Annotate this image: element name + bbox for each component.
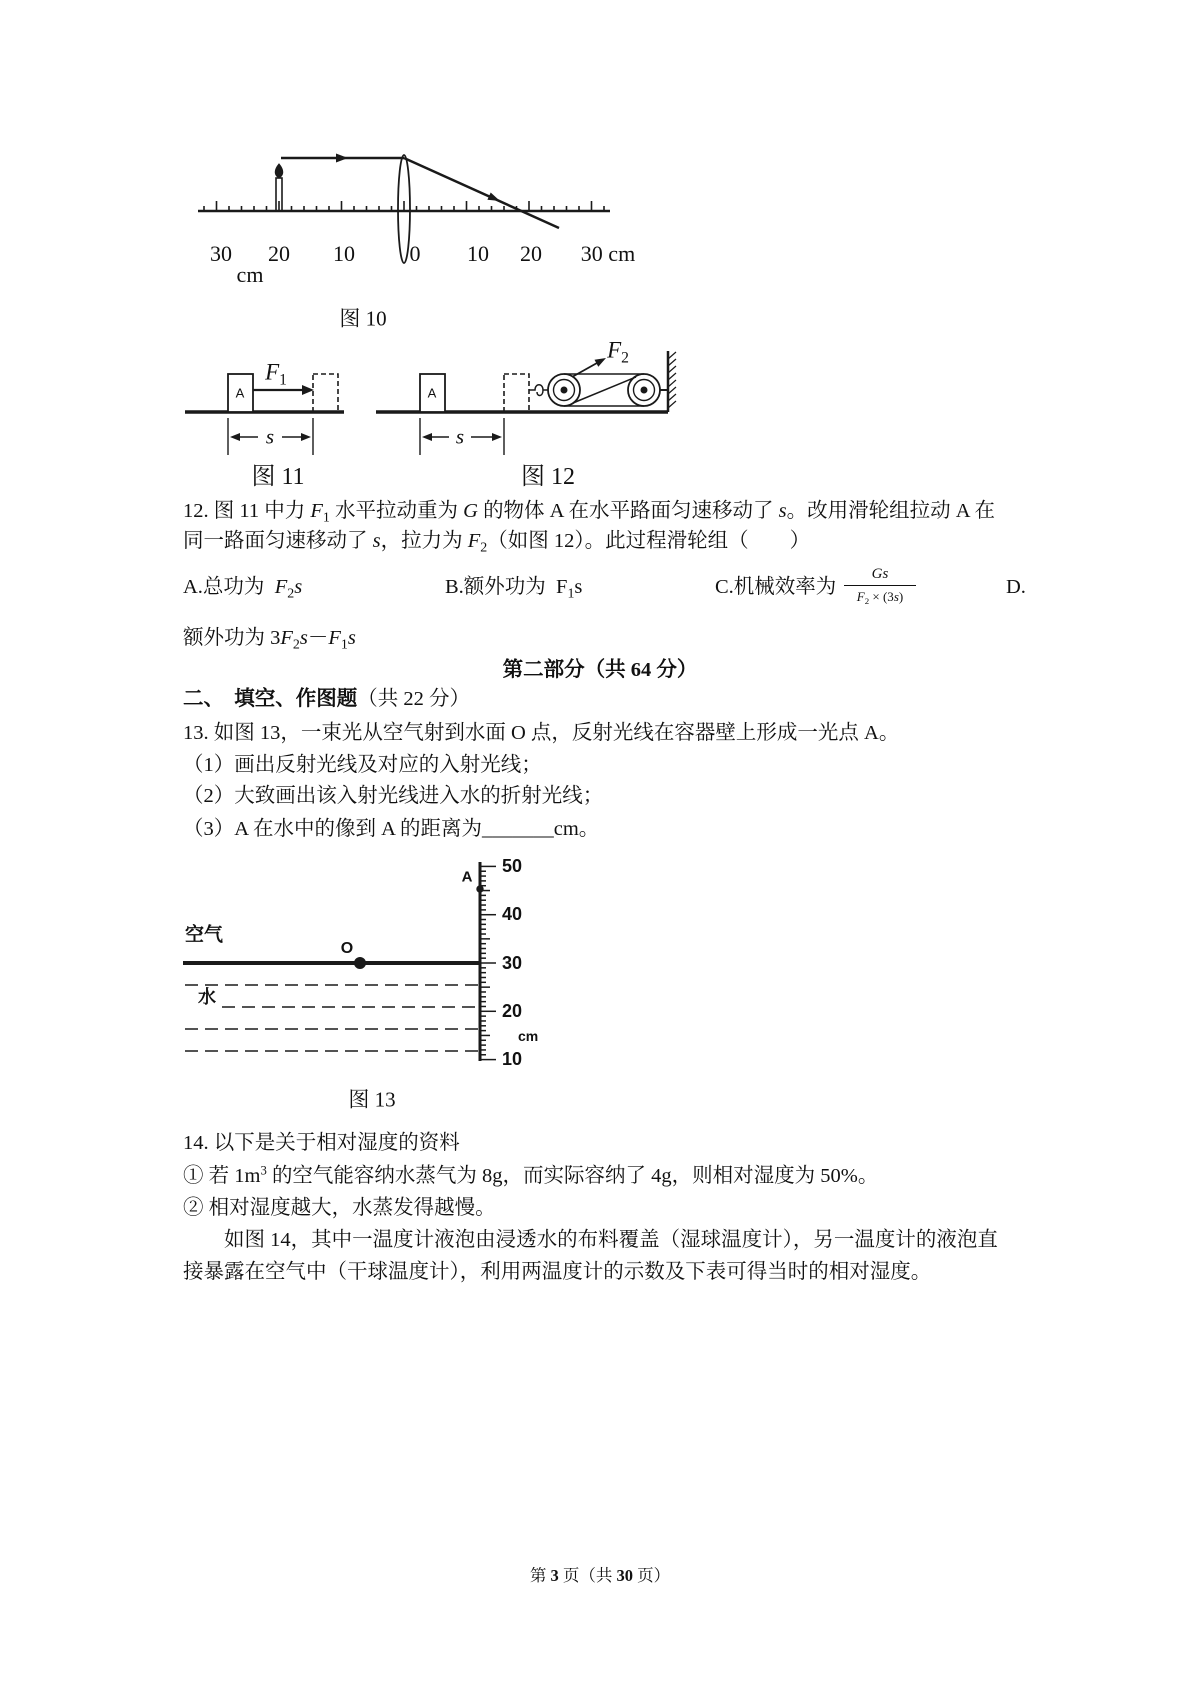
distance-arrowhead-left — [422, 433, 432, 441]
question-12-line-1 — [183, 495, 995, 527]
text-run: s — [294, 576, 303, 598]
scale-label: 50 — [502, 856, 523, 876]
text-run: 1 — [279, 371, 287, 389]
text-run: F — [856, 589, 865, 604]
force-label — [265, 359, 287, 389]
block-final-position — [504, 374, 529, 412]
fraction-numerator — [844, 563, 916, 586]
option-a — [183, 571, 302, 603]
scale-label: 10 — [502, 1049, 523, 1069]
page-number — [0, 1563, 1200, 1589]
optical-bench-ticks — [204, 201, 604, 211]
container-scale-ticks — [480, 866, 496, 1059]
text-run: 同一路面匀速移动了 — [183, 530, 373, 552]
text-run: ① 若 1m — [183, 1165, 261, 1187]
scale-label: 20 — [502, 1001, 523, 1021]
text-run: s — [893, 589, 899, 604]
option-d — [1006, 571, 1026, 603]
force-f2-arrow-shaft — [572, 363, 597, 377]
question-13-part-3 — [183, 813, 599, 845]
text-run: 页） — [633, 1566, 671, 1585]
text-run: 13. 如图 13，一束光从空气射到水面 O 点，反射光线在容器壁上形成一光点 A。 — [183, 722, 900, 744]
figure-12-drawing — [376, 351, 676, 455]
scale-label: 0 — [409, 241, 421, 266]
text-run: ，拉力为 — [380, 530, 468, 552]
hook — [529, 385, 548, 396]
unit-label: cm — [518, 1028, 539, 1044]
text-run: 12. 图 11 中力 — [183, 500, 311, 522]
fraction-denominator — [844, 586, 916, 608]
text-run: s — [299, 627, 308, 649]
text-run: 额外功为 3 — [183, 627, 281, 649]
option-d-text — [183, 622, 356, 654]
block-final-position — [313, 374, 338, 412]
text-run: 接暴露在空气中（干球温度计），利用两温度计的示数及下表可得当时的相对湿度。 — [183, 1261, 932, 1283]
text-run: 的物体 A 在水平路面匀速移动了 — [477, 500, 779, 522]
scale-label: 30 — [210, 241, 232, 266]
text-run: F — [328, 627, 341, 649]
text-run: 2 — [287, 586, 295, 602]
part-heading — [0, 654, 1200, 686]
text-run: G — [463, 500, 478, 522]
figure-caption: 图 11 — [251, 464, 305, 490]
scale-label: 30 cm — [580, 241, 636, 266]
scale-label: 20 — [268, 241, 290, 266]
question-13-stem — [183, 717, 899, 749]
text-run: （如图 12）。此过程滑轮组（ ） — [487, 530, 811, 552]
text-run: F — [274, 576, 288, 598]
force-label — [607, 337, 629, 367]
text-run: 2 — [292, 637, 300, 653]
text-run: 14. 以下是关于相对湿度的资料 — [183, 1132, 460, 1154]
text-run: － — [307, 627, 329, 649]
text-run: s — [372, 530, 381, 552]
block-label: A — [427, 385, 437, 401]
text-run: （1）画出反射光线及对应的入射光线； — [183, 754, 542, 776]
force-f2-arrowhead — [595, 358, 607, 367]
question-12-line-2 — [183, 525, 810, 557]
question-13-part-1 — [183, 749, 542, 781]
text-run: 2 — [621, 349, 629, 367]
option-b — [445, 571, 582, 603]
text-run: （3）A 在水中的像到 A 的距离为_______cm。 — [183, 818, 600, 840]
text-run: 第 — [529, 1566, 551, 1585]
text-run: F — [280, 627, 293, 649]
text-run: s — [778, 500, 787, 522]
text-run: 2 — [480, 540, 488, 556]
text-run: F — [310, 500, 323, 522]
scale-label: 20 — [520, 241, 542, 266]
air-label: 空气 — [185, 924, 224, 946]
light-spot-a — [477, 886, 483, 892]
text-run: 的空气能容纳水蒸气为 8g，而实际容纳了 4g，则相对湿度为 50%。 — [266, 1165, 879, 1187]
scale-label: 10 — [467, 241, 489, 266]
text-run: s — [574, 576, 583, 598]
text-run: B.额外功为 F — [445, 576, 568, 598]
distance-arrowhead-right — [492, 433, 502, 441]
text-run: （2）大致画出该入射光线进入水的折射光线； — [183, 785, 604, 807]
text-run: A.总功为 — [183, 576, 275, 598]
text-run: × (3 — [869, 589, 894, 604]
text-run: s — [347, 627, 356, 649]
water-label: 水 — [198, 987, 216, 1007]
text-run: 3 — [550, 1566, 559, 1585]
section-heading — [183, 683, 470, 715]
question-14-item-2 — [183, 1192, 496, 1224]
distance-label: s — [265, 424, 275, 449]
text-run: 2 — [864, 595, 870, 606]
text-run: （共 22 分） — [357, 688, 470, 710]
text-run: C.机械效率为 — [715, 576, 837, 598]
text-run: ) — [898, 589, 904, 604]
figure-caption: 图 13 — [348, 1087, 396, 1112]
text-run: D. — [1006, 576, 1026, 598]
option-c — [715, 571, 836, 603]
text-run: 第二部分（共 64 分） — [502, 659, 698, 681]
efficiency-fraction — [844, 563, 916, 608]
text-run: 3 — [260, 1163, 267, 1178]
distance-arrowhead-left — [230, 433, 240, 441]
text-run: 水平拉动重为 — [329, 500, 464, 522]
distance-arrowhead-right — [301, 433, 311, 441]
text-run: F — [607, 337, 622, 363]
scale-label: 40 — [502, 904, 523, 924]
refracted-ray-arrowhead — [487, 193, 500, 202]
text-run: 页（共 — [558, 1566, 617, 1585]
text-run: 1 — [322, 510, 330, 526]
question-14-item-1 — [183, 1160, 878, 1192]
spot-a-label: A — [461, 868, 473, 886]
rope-diagonal — [573, 377, 636, 403]
text-run: 二、 填空、作图题 — [183, 688, 358, 710]
candle-flame — [275, 164, 283, 178]
block-label: A — [235, 385, 245, 401]
incidence-point-o — [355, 958, 366, 969]
distance-label: s — [455, 424, 465, 449]
question-14-paragraph-line-2 — [183, 1256, 931, 1288]
text-run: 30 — [616, 1566, 633, 1585]
text-run: F — [265, 359, 280, 385]
figure-13-drawing — [183, 862, 496, 1061]
text-run: ② 相对湿度越大，水蒸发得越慢。 — [183, 1197, 496, 1219]
question-14-paragraph-line-1 — [224, 1224, 998, 1256]
figure-11-drawing — [185, 371, 344, 455]
incident-ray-arrowhead — [336, 154, 348, 163]
unit-label: cm — [236, 262, 264, 287]
movable-pulley-axle — [561, 387, 567, 393]
fixed-pulley-axle — [641, 387, 647, 393]
scale-label: 30 — [502, 953, 523, 973]
figure-caption: 图 12 — [521, 464, 575, 490]
text-run: F — [467, 530, 481, 552]
question-13-part-2 — [183, 780, 603, 812]
scale-label: 10 — [333, 241, 355, 266]
figure-caption: 图 10 — [339, 306, 387, 331]
question-14-stem — [183, 1127, 460, 1159]
figure-10-drawing — [198, 154, 610, 264]
point-o-label: O — [340, 940, 354, 957]
text-run: Gs — [871, 566, 889, 582]
text-run: 1 — [567, 586, 575, 602]
text-run: 如图 14，其中一温度计液泡由浸透水的布料覆盖（湿球温度计），另一温度计的液泡直 — [224, 1229, 998, 1251]
text-run: 。改用滑轮组拉动 A 在 — [786, 500, 996, 522]
refracted-ray — [404, 158, 559, 228]
text-run: 1 — [340, 637, 348, 653]
